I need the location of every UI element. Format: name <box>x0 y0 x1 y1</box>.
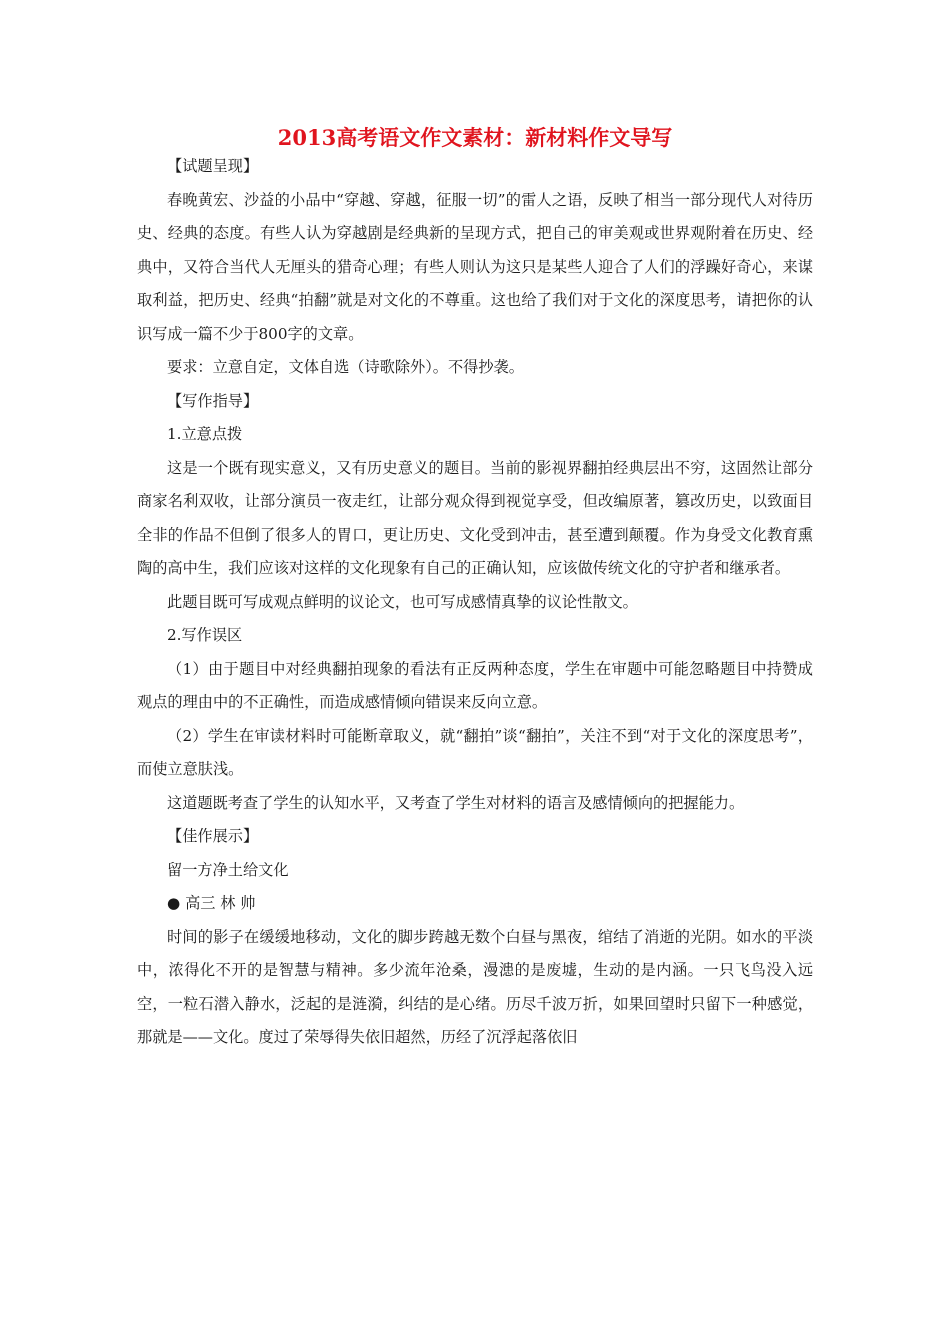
section-heading-sample: 【佳作展示】 <box>167 827 259 845</box>
essay-title: 留一方净土给文化 <box>167 860 289 879</box>
section-heading-guidance: 【写作指导】 <box>167 391 259 410</box>
summary-paragraph: 这道题既考查了学生的认知水平，又考查了学生对材料的语言及感情倾向的把握能力。 <box>167 793 745 812</box>
essay-paragraph: 时间的影子在缓缓地移动，文化的脚步跨越无数个白昼与黑夜，绾结了消逝的光阴。如水的平淡中，浓得化不开的是智慧与精神。多少流年沧桑，漫漶的是废墟，生动的是内涵。一只飞鸟没入远空，一粒石潜入静水，泛起的是涟漪，纠结的是心绪。历尽千波万折，如果回望时只留下一种感觉，那就是——文化。度过了荣辱得失依旧超然，历经了沉浮起落依旧 <box>137 927 813 1046</box>
question-material-paragraph: 春晚黄宏、沙益的小品中“穿越、穿越，征服一切”的雷人之语，反映了相当一部分现代人对待历史、经典的态度。有些人认为穿越剧是经典新的呈现方式，把自己的审美观或世界观附着在历史、经典中，又符合当代人无厘头的猎奇心理；有些人则认为这只是某些人迎合了人们的浮躁好奇心，来谋取利益，把历史、经典“拍翻”就是对文化的不尊重。这也给了我们对于文化的深度思考，请把你的认识写成一篇不少于800字的文章。 <box>137 190 813 343</box>
pitfall-1-paragraph: （1）由于题目中对经典翻拍现象的看法有正反两种态度，学生在审题中可能忽略题目中持赞成观点的理由中的不正确性，而造成感情倾向错误来反向立意。 <box>137 659 813 711</box>
essay-author: ● 高三 林 帅 <box>167 894 256 912</box>
section-heading-question: 【试题呈现】 <box>167 157 259 175</box>
style-paragraph: 此题目既可写成观点鲜明的议论文，也可写成感情真挚的议论性散文。 <box>167 592 638 611</box>
document-body <box>137 150 813 1055</box>
theme-paragraph: 这是一个既有现实意义，又有历史意义的题目。当前的影视界翻拍经典层出不穷，这固然让部分商家名利双收，让部分演员一夜走红，让部分观众得到视觉享受，但改编原著，篡改历史，以致面目全非的作品不但倒了很多人的胃口，更让历史、文化受到冲击，甚至遭到颠覆。作为身受文化教育熏陶的高中生，我们应该对这样的文化现象有自己的正确认知，应该做传统文化的守护者和继承者。 <box>137 458 813 577</box>
pitfall-2-paragraph: （2）学生在审读材料时可能断章取义，就“翻拍”谈“翻拍”，关注不到“对于文化的深度思考”，而使立意肤浅。 <box>137 726 813 778</box>
subheading-pitfalls: 2.写作误区 <box>167 626 243 644</box>
subheading-theme: 1.立意点拨 <box>167 425 243 443</box>
requirements-paragraph: 要求：立意自定，文体自选（诗歌除外）。不得抄袭。 <box>167 358 524 376</box>
document-title: 2013高考语文作文素材：新材料作文导写 <box>277 125 673 150</box>
